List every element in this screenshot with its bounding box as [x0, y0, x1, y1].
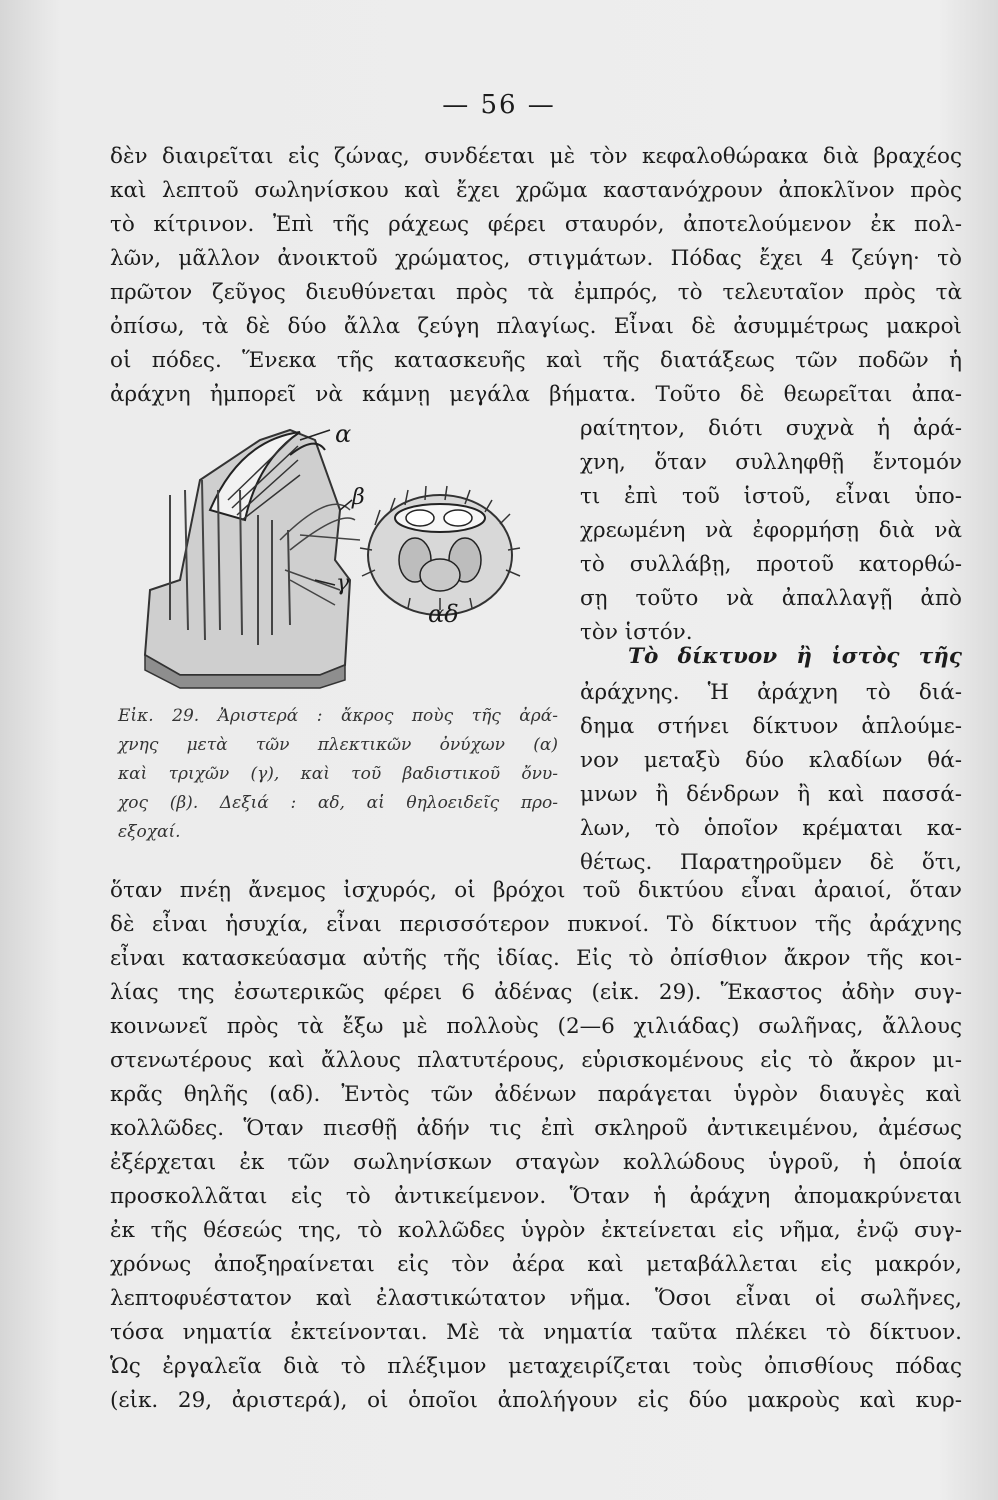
- figure-caption-line: Εἰκ. 29. Ἀριστερά : ἄκρος ποὺς τῆς ἀρά-: [118, 706, 558, 726]
- text-line: ραίτητον, διότι συχνὰ ἡ ἀρά-: [580, 416, 962, 441]
- text-line: τι ἐπὶ τοῦ ἱστοῦ, εἶναι ὑπο-: [580, 484, 962, 509]
- spinnerets-drawing: [360, 486, 520, 615]
- text-line: δημα στήνει δίκτυον ἁπλούμε-: [580, 714, 962, 739]
- page-number: — 56 —: [442, 90, 556, 120]
- text-line: ἀράχνη ἠμπορεῖ νὰ κάμνῃ μεγάλα βήματα. Τοῦτο δὲ θεωρεῖται ἀπα-: [110, 382, 962, 407]
- text-line: δὲ εἶναι ἡσυχία, εἶναι περισσότερον πυκνοί. Τὸ δίκτυον τῆς ἀράχνης: [110, 912, 962, 937]
- text-line: ἐξέρχεται ἐκ τῶν σωληνίσκων σταγὼν κολλώδους ὑγροῦ, ἡ ὁποία: [110, 1150, 962, 1175]
- text-line: κοινωνεῖ πρὸς τὰ ἔξω μὲ πολλοὺς (2—6 χιλιάδας) σωλῆνας, ἄλλους: [110, 1014, 962, 1039]
- text-line: μνων ἢ δένδρων ἢ καὶ πασσά-: [580, 782, 962, 807]
- text-line: οἱ πόδες. Ἕνεκα τῆς κατασκευῆς καὶ τῆς διατάξεως τῶν ποδῶν ἡ: [110, 348, 962, 373]
- figure-caption-line: καὶ τριχῶν (γ), καὶ τοῦ βαδιστικοῦ ὄνυ-: [118, 764, 558, 784]
- figure-caption-line: εξοχαί.: [118, 822, 181, 842]
- text-line: (εἰκ. 29, ἀριστερά), οἱ ὁποῖοι ἀπολήγουν εἰς δύο μακροὺς καὶ κυρ-: [110, 1388, 962, 1413]
- text-line: τόσα νηματία ἐκτείνονται. Μὲ τὰ νηματία ταῦτα πλέκει τὸ δίκτυον.: [110, 1320, 962, 1345]
- label-alpha: α: [335, 420, 352, 448]
- text-line: τὸν ἱστόν.: [580, 620, 693, 645]
- text-line: δὲν διαιρεῖται εἰς ζώνας, συνδέεται μὲ τὸν κεφαλοθώρακα διὰ βραχέος: [110, 144, 962, 169]
- text-line: θέτως. Παρατηροῦμεν δὲ ὅτι,: [580, 850, 962, 875]
- text-line: ἐκ τῆς θέσεώς της, τὸ κολλῶδες ὑγρὸν ἐκτείνεται εἰς νῆμα, ἐνῷ συγ-: [110, 1218, 962, 1243]
- text-line: τὸ κίτρινον. Ἐπὶ τῆς ράχεως φέρει σταυρόν, ἀποτελούμενον ἐκ πολ-: [110, 212, 962, 237]
- label-gamma: γ: [336, 571, 350, 596]
- text-line: προσκολλᾶται εἰς τὸ ἀντικείμενον. Ὅταν ἡ ἀράχνη ἀπομακρύνεται: [110, 1184, 962, 1209]
- text-line: ὅταν πνέῃ ἄνεμος ἰσχυρός, οἱ βρόχοι τοῦ δικτύου εἶναι ἀραιοί, ὅταν: [110, 878, 962, 903]
- text-line: κρᾶς θηλῆς (αδ). Ἐντὸς τῶν ἀδένων παράγεται ὑγρὸν διαυγὲς καὶ: [110, 1082, 962, 1107]
- text-line: νον μεταξὺ δύο κλαδίων θά-: [580, 748, 962, 773]
- leg-tip-drawing: [145, 430, 360, 688]
- text-line: σῃ τοῦτο νὰ ἀπαλλαγῇ ἀπὸ: [580, 586, 962, 611]
- label-beta: β: [352, 485, 365, 510]
- text-line: τὸ συλλάβῃ, προτοῦ κατορθώ-: [580, 552, 962, 577]
- text-line: πρῶτον ζεῦγος διευθύνεται πρὸς τὰ ἐμπρός, τὸ τελευταῖον πρὸς τὰ: [110, 280, 962, 305]
- text-line: ἀράχνης. Ἡ ἀράχνη τὸ διά-: [580, 680, 962, 705]
- text-line: στενωτέρους καὶ ἄλλους πλατυτέρους, εὑρισκομένους εἰς τὸ ἄκρον μι-: [110, 1048, 962, 1073]
- spider-leg-and-spinnerets-illustration: [140, 420, 580, 710]
- section-heading: Τὸ δίκτυον ἢ ἱστὸς τῆς: [628, 644, 962, 669]
- text-line: ὀπίσω, τὰ δὲ δύο ἄλλα ζεύγη πλαγίως. Εἶναι δὲ ἀσυμμέτρως μακροὶ: [110, 314, 962, 339]
- label-alpha-delta: αδ: [428, 600, 459, 628]
- text-line: καὶ λεπτοῦ σωληνίσκου καὶ ἔχει χρῶμα καστανόχρουν ἀποκλῖνον πρὸς: [110, 178, 962, 203]
- text-line: χρόνως ἀποξηραίνεται εἰς τὸν ἀέρα καὶ μεταβάλλεται εἰς μακρόν,: [110, 1252, 962, 1277]
- text-line: εἶναι κατασκεύασμα αὐτῆς τῆς ἰδίας. Εἰς τὸ ὀπίσθιον ἄκρον τῆς κοι-: [110, 946, 962, 971]
- text-line: λων, τὸ ὁποῖον κρέμαται κα-: [580, 816, 962, 841]
- text-line: λεπτοφυέστατον καὶ ἐλαστικώτατον νῆμα. Ὅσοι εἶναι οἱ σωλῆνες,: [110, 1286, 962, 1311]
- text-line: χρεωμένη νὰ ἐφορμήσῃ διὰ νὰ: [580, 518, 962, 543]
- text-line: λίας της ἐσωτερικῶς φέρει 6 ἀδένας (εἰκ. 29). Ἕκαστος ἀδὴν συγ-: [110, 980, 962, 1005]
- text-line: χνη, ὅταν συλληφθῇ ἔντομόν: [580, 450, 962, 475]
- text-line: Ὡς ἐργαλεῖα διὰ τὸ πλέξιμον μεταχειρίζεται τοὺς ὀπισθίους πόδας: [110, 1354, 962, 1379]
- text-line: λῶν, μᾶλλον ἀνοικτοῦ χρώματος, στιγμάτων. Πόδας ἔχει 4 ζεύγη· τὸ: [110, 246, 962, 271]
- figure-caption-line: χος (β). Δεξιά : αδ, αἱ θηλοειδεῖς προ-: [118, 793, 558, 813]
- text-line: κολλῶδες. Ὅταν πιεσθῇ ἀδήν τις ἐπὶ σκληροῦ ἀντικειμένου, ἀμέσως: [110, 1116, 962, 1141]
- figure-caption-line: χνης μετὰ τῶν πλεκτικῶν ὀνύχων (α): [118, 735, 558, 755]
- figure-29: [140, 420, 580, 710]
